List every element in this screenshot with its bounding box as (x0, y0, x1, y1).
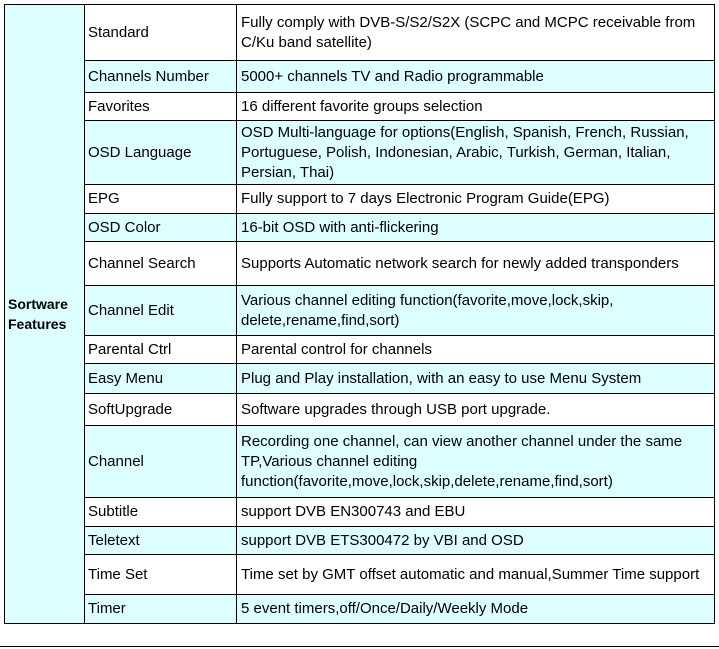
feature-description: 5000+ channels TV and Radio programmable (237, 61, 715, 93)
table-row (5, 527, 715, 555)
feature-name: OSD Color (85, 214, 237, 242)
table-row (5, 61, 715, 93)
table-row (5, 286, 715, 336)
table-row (5, 555, 715, 595)
feature-name: Time Set (85, 555, 237, 595)
spec-table (4, 4, 715, 624)
table-row (5, 242, 715, 286)
feature-name: Parental Ctrl (85, 336, 237, 364)
feature-description: Fully support to 7 days Electronic Program Guide(EPG) (237, 185, 715, 214)
spec-table-body (5, 5, 715, 624)
section-label: Sortware Features (5, 5, 85, 624)
feature-description: 5 event timers,off/Once/Daily/Weekly Mode (237, 595, 715, 624)
feature-name: OSD Language (85, 121, 237, 185)
table-row (5, 364, 715, 394)
table-row (5, 185, 715, 214)
feature-name: Favorites (85, 93, 237, 121)
feature-description: Recording one channel, can view another channel under the same TP,Various channel editing function(favorite,move,lock,skip,delete,rename,find,sort) (237, 426, 715, 498)
feature-description: Supports Automatic network search for newly added transponders (237, 242, 715, 286)
feature-name: Channel (85, 426, 237, 498)
feature-description: Time set by GMT offset automatic and manual,Summer Time support (237, 555, 715, 595)
table-row (5, 595, 715, 624)
feature-name: Subtitle (85, 498, 237, 527)
feature-description: Plug and Play installation, with an easy to use Menu System (237, 364, 715, 394)
table-row (5, 93, 715, 121)
feature-name: Channel Edit (85, 286, 237, 336)
feature-description: Software upgrades through USB port upgrade. (237, 394, 715, 426)
feature-description: Various channel editing function(favorite,move,lock,skip, delete,rename,find,sort) (237, 286, 715, 336)
bottom-divider (0, 646, 719, 647)
table-row (5, 426, 715, 498)
feature-name: SoftUpgrade (85, 394, 237, 426)
table-row (5, 5, 715, 61)
feature-name: EPG (85, 185, 237, 214)
feature-description: OSD Multi-language for options(English, Spanish, French, Russian, Portuguese, Polish, Indonesian, Arabic, Turkish, German, Italian, Persian, Thai) (237, 121, 715, 185)
feature-name: Channel Search (85, 242, 237, 286)
table-row (5, 336, 715, 364)
feature-description: support DVB EN300743 and EBU (237, 498, 715, 527)
table-row (5, 121, 715, 185)
feature-description: Fully comply with DVB-S/S2/S2X (SCPC and MCPC receivable from C/Ku band satellite) (237, 5, 715, 61)
feature-description: 16-bit OSD with anti-flickering (237, 214, 715, 242)
table-row (5, 214, 715, 242)
feature-description: support DVB ETS300472 by VBI and OSD (237, 527, 715, 555)
feature-description: 16 different favorite groups selection (237, 93, 715, 121)
table-row (5, 394, 715, 426)
feature-description: Parental control for channels (237, 336, 715, 364)
feature-name: Teletext (85, 527, 237, 555)
feature-name: Timer (85, 595, 237, 624)
feature-name: Channels Number (85, 61, 237, 93)
feature-name: Easy Menu (85, 364, 237, 394)
table-row (5, 498, 715, 527)
feature-name: Standard (85, 5, 237, 61)
